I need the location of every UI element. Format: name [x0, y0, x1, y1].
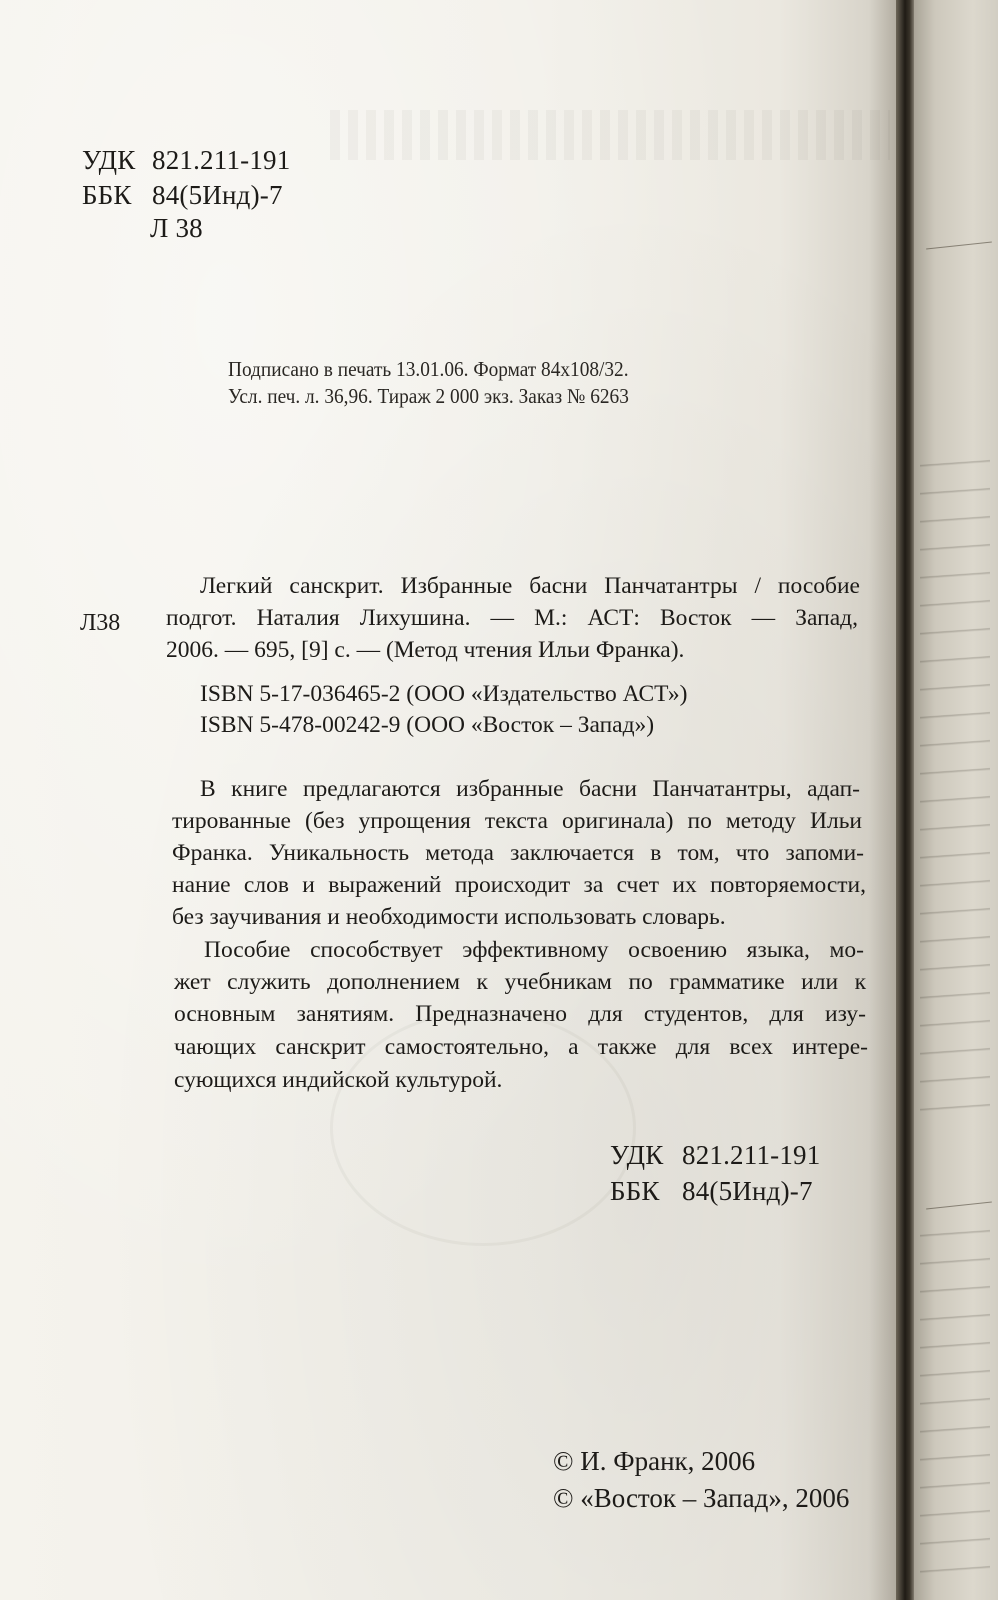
copyright-frank: © И. Франк, 2006 — [553, 1446, 756, 1476]
annotation-p1-line-5: без заучивания и необходимости использовать словарь. — [172, 904, 726, 930]
adjacent-page-edge — [914, 0, 998, 1600]
annotation-p2-line-3: основным занятиям. Предназначено для студентов, для изу- — [174, 1001, 866, 1027]
annotation-p2-line-2: жет служить дополнением к учебникам по грамматике или к — [174, 969, 866, 995]
udk-value: 821.211-191 — [152, 145, 291, 175]
adjacent-page-rule — [926, 242, 992, 250]
author-mark: Л 38 — [150, 213, 203, 243]
footer-udk-label: УДК — [610, 1140, 664, 1170]
bbk-value: 84(5Инд)-7 — [152, 180, 283, 210]
bibliographic-line-3: 2006. — 695, [9] с. — (Метод чтения Ильи Франка). — [166, 637, 685, 663]
show-through-title — [330, 110, 890, 160]
annotation-p2-line-4: чающих санскрит самостоятельно, а также для всех интере- — [174, 1034, 868, 1060]
annotation-p2-line-5: сующихся индийской культурой. — [174, 1067, 503, 1093]
bbk-label: ББК — [82, 180, 132, 210]
isbn-vostok-zapad: ISBN 5-478-00242-9 (ООО «Восток – Запад») — [200, 712, 655, 738]
annotation-p1-line-1: В книге предлагаются избранные басни Панчатантры, адап- — [200, 776, 860, 802]
bibliographic-line-1: Легкий санскрит. Избранные басни Панчатантры / пособие — [200, 573, 860, 599]
adjacent-page-text-lines — [920, 438, 990, 1123]
footer-bbk-value: 84(5Инд)-7 — [682, 1176, 813, 1206]
annotation-p1-line-3: Франка. Уникальность метода заключается в том, что запоми- — [172, 840, 864, 866]
book-gutter-shadow — [896, 0, 916, 1600]
udk-label: УДК — [82, 145, 136, 175]
print-info-line-2: Усл. печ. л. 36,96. Тираж 2 000 экз. Заказ № 6263 — [228, 384, 629, 408]
footer-udk-value: 821.211-191 — [682, 1140, 821, 1170]
annotation-p1-line-4: нание слов и выражений происходит за счет их повторяемости, — [172, 872, 866, 898]
isbn-ast: ISBN 5-17-036465-2 (ООО «Издательство АСТ») — [200, 681, 688, 707]
print-info-line-1: Подписано в печать 13.01.06. Формат 84x108/32. — [228, 357, 629, 381]
bibliographic-side-mark: Л38 — [80, 610, 121, 636]
adjacent-page-text-lines-lower — [920, 1208, 990, 1593]
annotation-p1-line-2: тированные (без упрощения текста оригинала) по методу Ильи — [172, 808, 862, 834]
annotation-p2-line-1: Пособие способствует эффективному освоению языка, мо- — [204, 937, 864, 963]
footer-bbk-label: ББК — [610, 1176, 660, 1206]
bibliographic-line-2: подгот. Наталия Лихушина. — М.: АСТ: Восток — Запад, — [166, 605, 858, 631]
copyright-vostok-zapad: © «Восток – Запад», 2006 — [553, 1483, 850, 1513]
